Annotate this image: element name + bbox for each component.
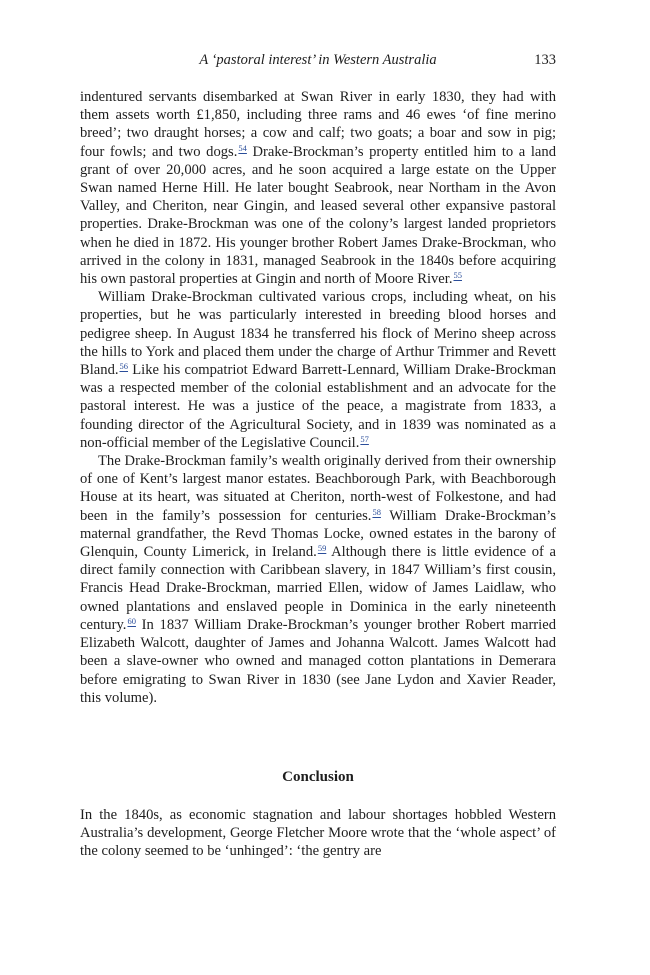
paragraph-text: Drake-Brockman’s property entitled him to a land grant of over 20,000 acres, and he soon acquired a large estate on the Upper Swan named Herne Hill. He later bought Seabrook, near Northam in the Avon Valley, and Cheriton, near Gingin, and leased several other expansive pastoral properties. Drake-Brockman was one of the colony’s largest landed proprietors when he died in 1872. His younger brother Robert James Drake-Brockman, who arrived in the colony in 1831, managed Seabrook in the 1840s before acquiring his own pastoral properties at Gingin and north of Moore River. <box>80 143 556 288</box>
footnote-marker[interactable]: 60 <box>127 615 136 626</box>
conclusion-text <box>80 806 556 861</box>
conclusion-paragraph: In the 1840s, as economic stagnation and labour shortages hobbled Western Australia’s development, George Fletcher Moore wrote that the ‘whole aspect’ of the colony seemed to be ‘unhinged’: ‘the gentry are <box>80 807 556 860</box>
footnote-marker[interactable]: 59 <box>317 543 327 554</box>
paragraph-text: indentured servants disembarked at Swan River in early 1830, they had with them assets worth £1,850, including three rams and 46 ewes ‘of fine merino breed’; two draught horses; a cow and calf; two goats; a boar and sow in pig; four fowls; and two dogs. <box>80 89 556 160</box>
footnote-marker[interactable]: 54 <box>238 142 247 153</box>
section-heading: Conclusion <box>282 769 354 785</box>
body-paragraph <box>80 288 556 452</box>
paragraph-text: William Drake-Brockman cultivated various crops, including wheat, on his properties, but he was particularly interested in breeding blood horses and pedigree sheep. In August 1834 he transferred his flock of Merino sheep across the hills to York and placed them under the charge of Arthur Trimmer and Revett Bland. <box>80 289 556 379</box>
paragraph-text: Although there is little evidence of a direct family connection with Caribbean slavery, in 1847 William’s first cousin, Francis Head Drake-Brockman, married Ellen, widow of James Laidlaw, who owned plantations and enslaved people in Dominica in the early nineteenth century. <box>80 544 556 633</box>
paragraph-text: In 1837 William Drake-Brockman’s younger brother Robert married Elizabeth Walcott, daughter of James and Johanna Walcott. James Walcott had been a slave-owner who owned and managed cotton plantations in Demerara before emigrating to Swan River in 1830 (see Jane Lydon and Xavier Reader, this volume). <box>80 616 556 706</box>
footnote-marker[interactable]: 58 <box>372 506 381 517</box>
footnote-marker[interactable]: 56 <box>119 361 129 372</box>
footnote-marker[interactable]: 55 <box>453 270 462 281</box>
paragraph-text: William Drake-Brockman’s maternal grandfather, the Revd Thomas Locke, owned estates in the barony of Glenquin, County Limerick, in Ireland. <box>80 507 556 561</box>
body-paragraph <box>80 88 556 288</box>
page-number: 133 <box>534 52 556 68</box>
paragraph-text: The Drake-Brockman family’s wealth originally derived from their ownership of one of Kent’s largest manor estates. Beachborough Park, with Beachborough House at its heart, was situated at Cheriton, north-west of Folkestone, and had been in the family’s possession for centuries. <box>80 453 556 524</box>
footnote-marker[interactable]: 57 <box>360 433 369 444</box>
running-head <box>80 50 556 70</box>
paragraph-text: Like his compatriot Edward Barrett-Lennard, William Drake-Brockman was a respected member of the colonial establishment and an advocate for the pastoral interest. He was a justice of the peace, a magistrate from 1833, a founding director of the Agricultural Society, and in 1839 was nominated as a non-official member of the Legislative Council. <box>80 362 556 451</box>
body-paragraph <box>80 452 556 707</box>
running-title: A ‘pastoral interest’ in Western Australia <box>199 52 437 68</box>
body-text <box>80 88 556 707</box>
